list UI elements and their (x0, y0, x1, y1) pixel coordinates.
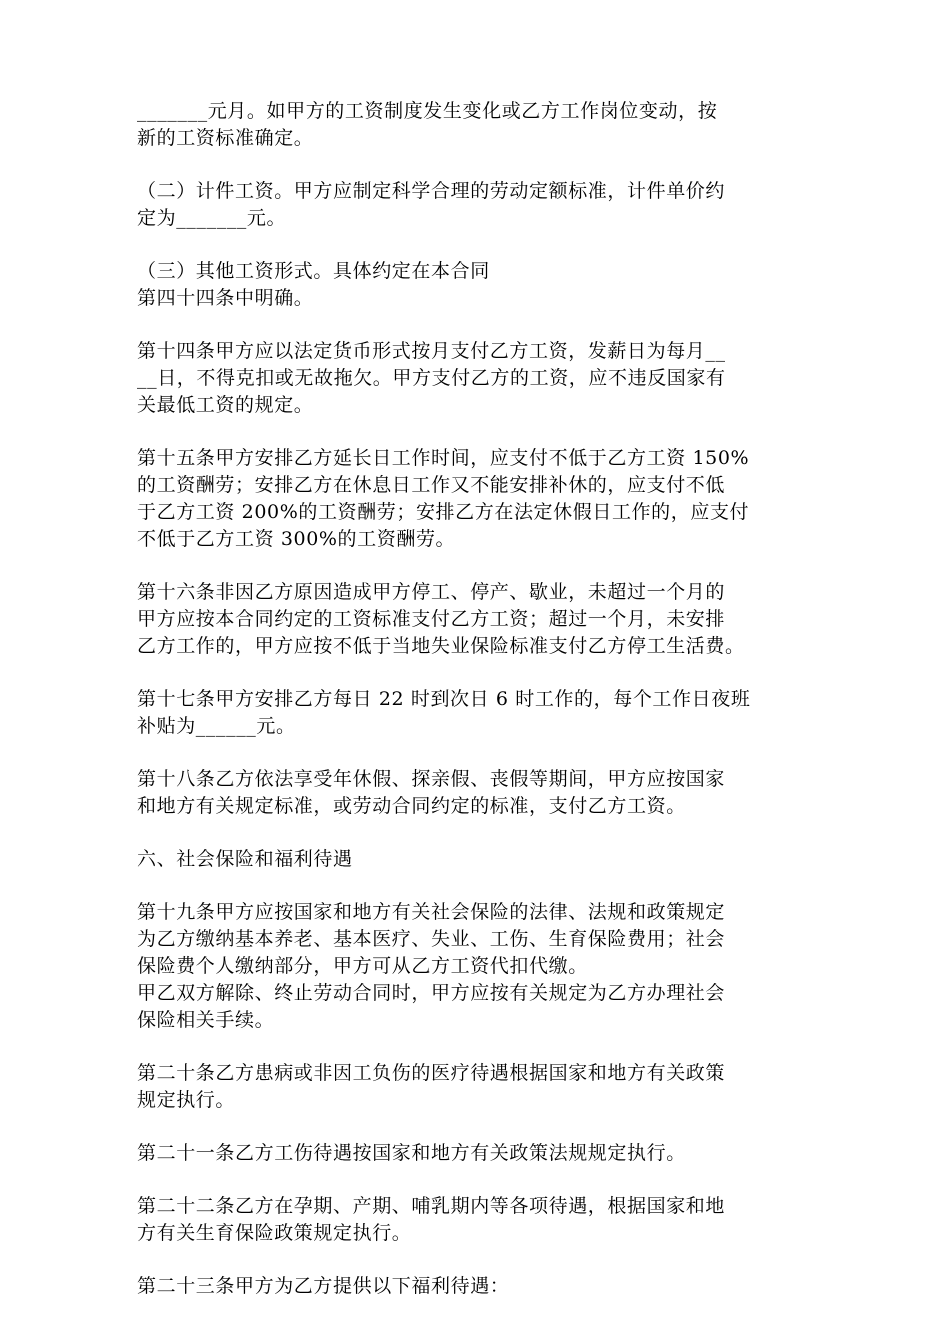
text-line: 保险费个人缴纳部分，甲方可从乙方工资代扣代缴。 (137, 955, 588, 977)
paragraph (137, 980, 817, 1034)
text-line: 新的工资标准确定。 (137, 127, 314, 149)
text-line: （二）计件工资。甲方应制定科学合理的劳动定额标准，计件单价约 (137, 180, 726, 202)
paragraph (137, 445, 817, 553)
text-line: 甲乙双方解除、终止劳动合同时，甲方应按有关规定为乙方办理社会 (137, 982, 726, 1004)
text-line: 定为_______元。 (137, 207, 287, 229)
paragraph (137, 899, 817, 980)
text-line: 第二十三条甲方为乙方提供以下福利待遇： (137, 1275, 510, 1297)
text-line: 第十六条非因乙方原因造成甲方停工、停产、歇业，未超过一个月的 (137, 581, 726, 603)
text-line: 为乙方缴纳基本养老、基本医疗、失业、工伤、生育保险费用；社会 (137, 928, 726, 950)
text-line: （三）其他工资形式。具体约定在本合同 (137, 260, 490, 282)
text-line: 关最低工资的规定。 (137, 394, 314, 416)
text-line: _______元月。如甲方的工资制度发生变化或乙方工作岗位变动，按 (137, 100, 718, 122)
text-line: 于乙方工资 200%的工资酬劳；安排乙方在法定休假日工作的，应支付 (137, 501, 750, 523)
text-line: 乙方工作的，甲方应按不低于当地失业保险标准支付乙方停工生活费。 (137, 635, 745, 657)
text-line: 第十五条甲方安排乙方延长日工作时间，应支付不低于乙方工资 150% (137, 447, 750, 469)
paragraph (137, 98, 817, 152)
paragraph (137, 846, 817, 873)
text-line: 六、社会保险和福利待遇 (137, 848, 353, 870)
text-line: 第十七条甲方安排乙方每日 22 时到次日 6 时工作的，每个工作日夜班 (137, 688, 751, 710)
paragraph (137, 1140, 817, 1167)
paragraph (137, 1193, 817, 1247)
paragraph (137, 686, 817, 740)
text-line: 甲方应按本合同约定的工资标准支付乙方工资；超过一个月，未安排 (137, 608, 726, 630)
text-line: 第十九条甲方应按国家和地方有关社会保险的法律、法规和政策规定 (137, 901, 726, 923)
paragraph (137, 766, 817, 820)
text-line: 和地方有关规定标准，或劳动合同约定的标准，支付乙方工资。 (137, 795, 686, 817)
text-line: 第二十条乙方患病或非因工负伤的医疗待遇根据国家和地方有关政策 (137, 1062, 726, 1084)
text-line: 第十八条乙方依法享受年休假、探亲假、丧假等期间，甲方应按国家 (137, 768, 726, 790)
text-line: 规定执行。 (137, 1089, 236, 1111)
paragraph (137, 178, 817, 232)
text-line: 的工资酬劳；安排乙方在休息日工作又不能安排补休的，应支付不低 (137, 474, 726, 496)
text-line: __日，不得克扣或无故拖欠。甲方支付乙方的工资，应不违反国家有 (137, 367, 726, 389)
text-line: 不低于乙方工资 300%的工资酬劳。 (137, 528, 456, 550)
text-line: 保险相关手续。 (137, 1009, 275, 1031)
text-line: 方有关生育保险政策规定执行。 (137, 1222, 412, 1244)
document-body (137, 98, 817, 1326)
paragraph (137, 1060, 817, 1114)
text-line: 第二十二条乙方在孕期、产期、哺乳期内等各项待遇，根据国家和地 (137, 1195, 726, 1217)
text-line: 第十四条甲方应以法定货币形式按月支付乙方工资，发薪日为每月__ (137, 340, 726, 362)
paragraph (137, 1273, 817, 1300)
paragraph (137, 258, 817, 312)
text-line: 第四十四条中明确。 (137, 287, 314, 309)
text-line: 补贴为______元。 (137, 715, 296, 737)
paragraph (137, 338, 817, 419)
paragraph (137, 579, 817, 660)
text-line: 第二十一条乙方工伤待遇按国家和地方有关政策法规规定执行。 (137, 1142, 686, 1164)
